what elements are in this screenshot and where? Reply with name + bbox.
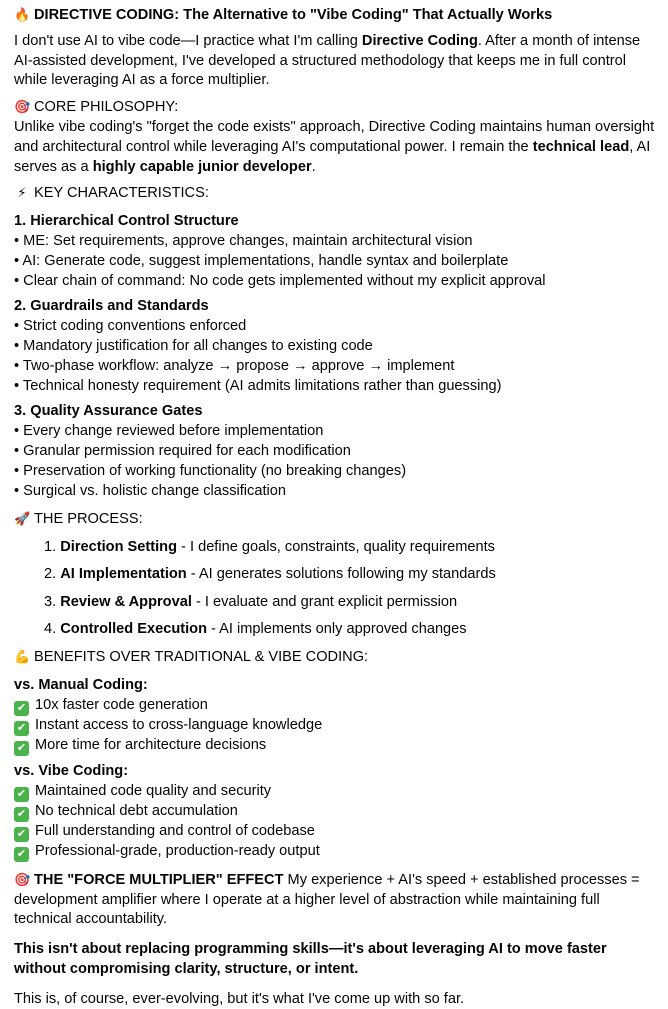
- step-number: 2.: [44, 566, 57, 583]
- step-title: Direction Setting: [60, 539, 177, 556]
- post-title: [14, 5, 660, 26]
- check-mark-icon: ✔: [14, 741, 29, 756]
- step-number: 4.: [44, 621, 57, 638]
- benefit-text: More time for architecture decisions: [35, 736, 267, 753]
- group-title: 1. Hierarchical Control Structure: [14, 213, 239, 230]
- list-item: • Strict coding conventions enforced: [14, 318, 247, 335]
- process-steps: [14, 538, 660, 640]
- philosophy-bold-2: highly capable junior developer: [92, 158, 312, 175]
- list-item: • Mandatory justification for all changes to existing code: [14, 337, 373, 354]
- process-heading-line: [14, 509, 660, 530]
- check-mark-icon: ✔: [14, 787, 29, 802]
- philosophy-text-2: , AI serves as a: [14, 138, 651, 175]
- step-text: - AI generates solutions following my standards: [186, 566, 496, 583]
- list-item: [14, 696, 660, 716]
- philosophy-heading: CORE PHILOSOPHY:: [34, 99, 179, 116]
- philosophy-bold-1: technical lead: [532, 138, 630, 155]
- process-step: [44, 593, 660, 613]
- process-step: [44, 538, 660, 558]
- benefit-text: 10x faster code generation: [35, 696, 208, 713]
- step-text: - AI implements only approved changes: [207, 621, 467, 638]
- benefit-text: Maintained code quality and security: [35, 782, 272, 799]
- force-heading: THE "FORCE MULTIPLIER" EFFECT: [34, 871, 284, 888]
- characteristics-group: [14, 212, 660, 291]
- benefits-group: [14, 676, 660, 756]
- benefits-group: [14, 762, 660, 862]
- benefit-text: Instant access to cross-language knowledge: [35, 716, 323, 733]
- closing-bold-text: This isn't about replacing programming skills—it's about leveraging AI to move faster without compromising clarity, structure, or intent.: [14, 941, 607, 977]
- list-item: • Two-phase workflow: analyze → propose → approve → implement: [14, 357, 455, 374]
- target-icon: 🎯: [14, 99, 31, 115]
- step-text: - I define goals, constraints, quality requirements: [177, 539, 495, 556]
- group-title: 3. Quality Assurance Gates: [14, 403, 203, 420]
- lightning-icon: ⚡: [17, 185, 27, 201]
- list-item: • ME: Set requirements, approve changes, maintain architectural vision: [14, 232, 473, 249]
- list-item: [14, 822, 660, 842]
- intro-text-1: I don't use AI to vibe code—I practice what I'm calling: [14, 32, 362, 49]
- list-item: [14, 782, 660, 802]
- characteristics-group: [14, 297, 660, 396]
- characteristics-heading: KEY CHARACTERISTICS:: [34, 185, 209, 202]
- force-multiplier-section: [14, 870, 660, 930]
- post-title-text: DIRECTIVE CODING: The Alternative to "Vibe Coding" That Actually Works: [34, 7, 553, 23]
- characteristics-group: [14, 402, 660, 501]
- list-item: • Granular permission required for each modification: [14, 442, 351, 459]
- philosophy-text-1: Unlike vibe coding's "forget the code exists" approach, Directive Coding maintains human oversight and architectural control while leveraging AI's computational power. I remain the: [14, 118, 655, 155]
- rocket-icon: 🚀: [14, 511, 31, 527]
- intro-text-2: . After a month of intense AI-assisted development, I've developed a structured methodology that keeps me in full control while leveraging AI as a force multiplier.: [14, 32, 641, 89]
- step-text: - I evaluate and grant explicit permission: [191, 593, 458, 610]
- check-mark-icon: ✔: [14, 827, 29, 842]
- list-item: • Preservation of working functionality (no breaking changes): [14, 462, 407, 479]
- closing-statement: [14, 940, 660, 980]
- process-step: [44, 620, 660, 640]
- list-item: [14, 736, 660, 756]
- force-text: My experience + AI's speed + established processes = development amplifier where I operate at a higher level of abstraction while maintaining full technical accountability.: [14, 871, 640, 928]
- step-title: Review & Approval: [60, 593, 192, 610]
- list-item: • AI: Generate code, suggest implementations, handle syntax and boilerplate: [14, 252, 509, 269]
- check-mark-icon: ✔: [14, 847, 29, 862]
- check-mark-icon: ✔: [14, 721, 29, 736]
- flexed-bicep-icon: 💪: [14, 649, 31, 665]
- list-item: [14, 716, 660, 736]
- benefit-text: Full understanding and control of codebase: [35, 822, 315, 839]
- group-title: vs. Vibe Coding:: [14, 762, 129, 779]
- check-mark-icon: ✔: [14, 807, 29, 822]
- philosophy-section: [14, 97, 660, 177]
- check-mark-icon: ✔: [14, 701, 29, 716]
- benefit-text: Professional-grade, production-ready output: [35, 842, 320, 859]
- step-title: Controlled Execution: [60, 621, 207, 638]
- benefit-text: No technical debt accumulation: [35, 802, 238, 819]
- characteristics-heading-line: [14, 183, 660, 204]
- list-item: • Clear chain of command: No code gets implemented without my explicit approval: [14, 272, 546, 289]
- final-note: This is, of course, ever-evolving, but it's what I've come up with so far.: [14, 990, 465, 1007]
- group-title: 2. Guardrails and Standards: [14, 298, 209, 315]
- benefits-heading-line: [14, 647, 660, 668]
- step-number: 1.: [44, 539, 57, 556]
- step-title: AI Implementation: [60, 566, 187, 583]
- process-step: [44, 565, 660, 585]
- philosophy-text-3: .: [311, 158, 316, 175]
- list-item: • Technical honesty requirement (AI admits limitations rather than guessing): [14, 377, 502, 394]
- benefits-heading: BENEFITS OVER TRADITIONAL & VIBE CODING:: [34, 649, 369, 666]
- group-title: vs. Manual Coding:: [14, 677, 148, 694]
- intro-bold-term: Directive Coding: [361, 32, 478, 49]
- target-icon: 🎯: [14, 871, 31, 887]
- list-item: [14, 842, 660, 862]
- list-item: [14, 802, 660, 822]
- process-heading: THE PROCESS:: [34, 511, 143, 528]
- list-item: • Surgical vs. holistic change classification: [14, 482, 286, 499]
- step-number: 3.: [44, 593, 57, 610]
- intro-paragraph: [14, 32, 660, 91]
- fire-icon: 🔥: [14, 7, 31, 22]
- list-item: • Every change reviewed before implementation: [14, 423, 324, 440]
